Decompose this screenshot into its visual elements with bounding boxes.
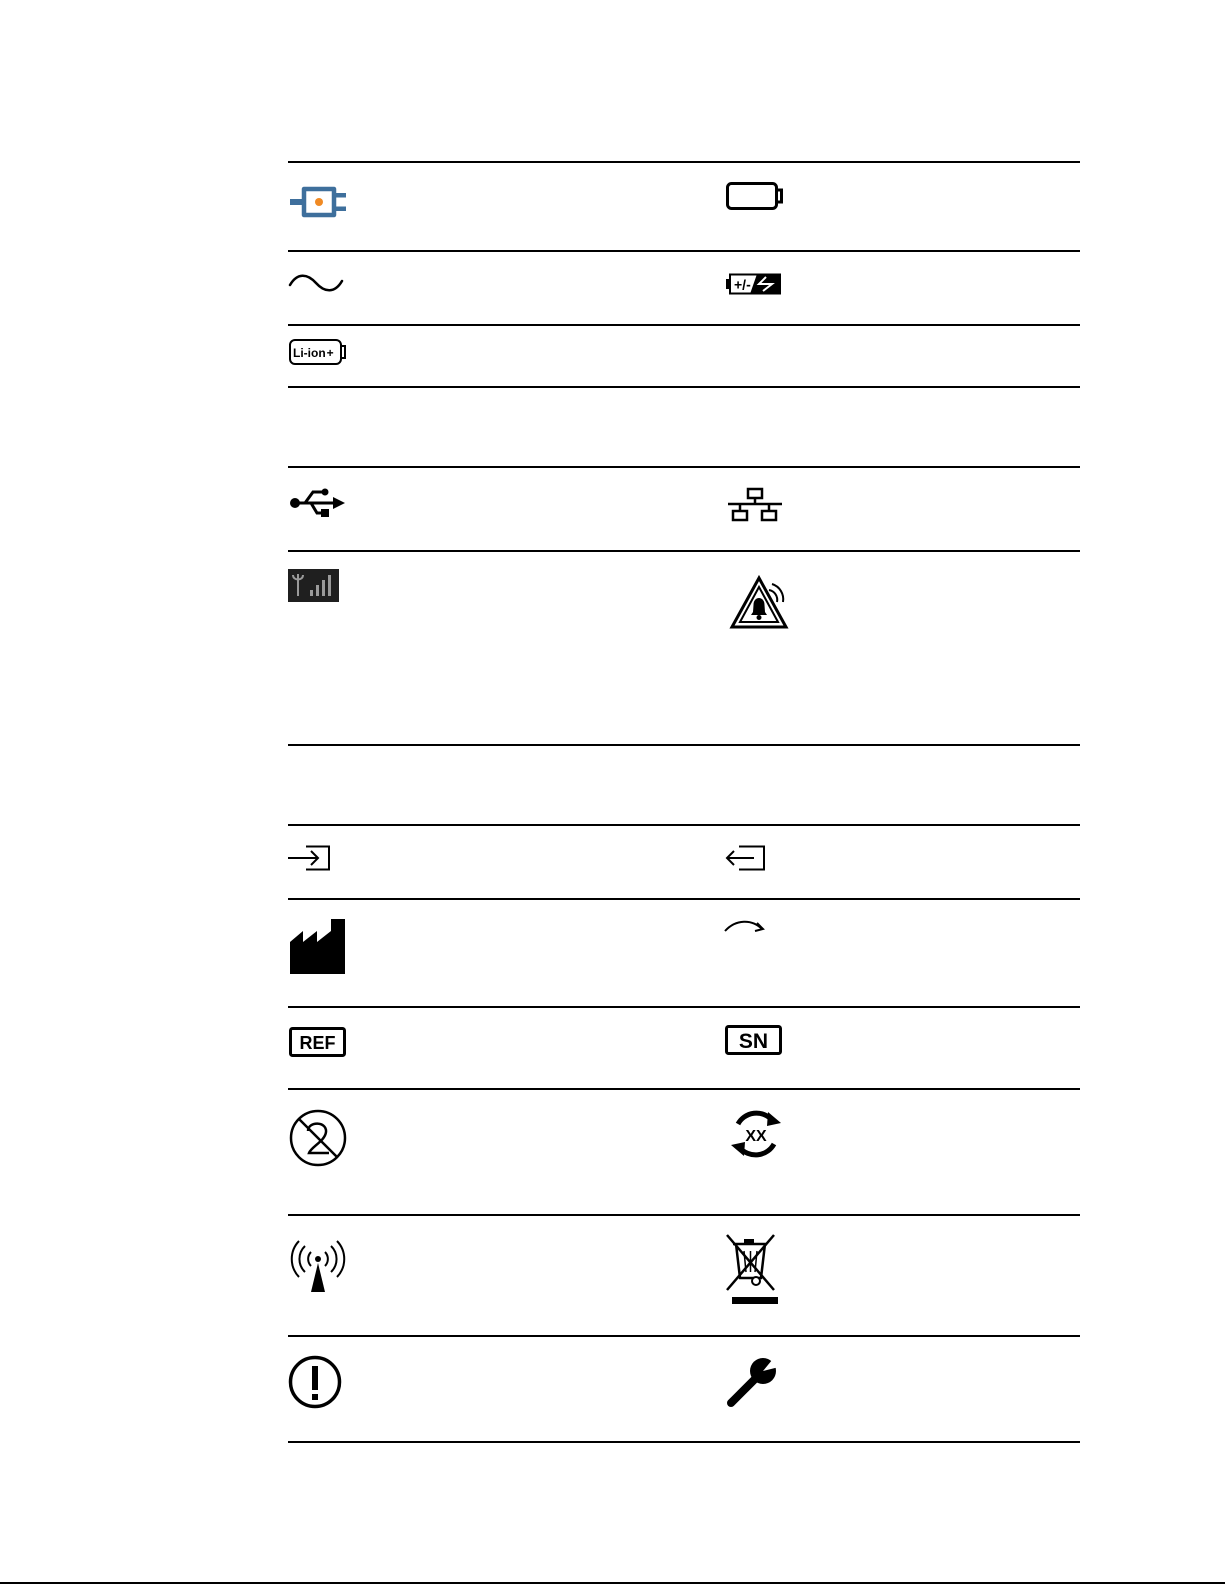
alternating-current-icon [288,271,344,295]
battery-charging-label: +/- [734,276,751,293]
battery-icon [726,182,784,210]
battery-chemistry-label: Li-ion [293,346,326,360]
table-rule [288,744,1080,746]
table-rule [288,824,1080,826]
ac-power-plug-icon [290,186,348,218]
caution-exclamation-icon [289,1355,343,1409]
service-wrench-icon [725,1356,779,1410]
battery-chemistry-sign: + [326,346,334,360]
non-ionizing-radiation-icon [289,1241,347,1293]
table-rule [288,1006,1080,1008]
page-bottom-rule [0,1582,1225,1584]
table-rule [288,898,1080,900]
do-not-reuse-icon [289,1109,347,1167]
reference-label: REF [299,1033,336,1053]
battery-charging-icon [726,273,782,295]
serial-number-icon [725,1025,783,1055]
wireless-signal-strength-icon [288,569,339,602]
usb-icon [289,487,347,519]
table-rule [288,161,1080,163]
table-rule [288,1088,1080,1090]
table-rule [288,1441,1080,1443]
reference-number-icon [289,1027,347,1057]
table-rule [288,1214,1080,1216]
manufacturer-factory-icon [290,918,346,975]
serial-label: SN [738,1030,769,1053]
svg-text:Li-ion+ [293,346,334,360]
table-rule [288,466,1080,468]
weee-crossed-bin-icon [724,1234,784,1306]
table-rule [288,550,1080,552]
direction-curved-arrow-icon [724,918,768,938]
table-rule [288,250,1080,252]
environmental-period-label: XX [745,1128,767,1145]
alarm-warning-bell-icon [729,576,793,630]
ethernet-network-icon [726,488,784,522]
output-icon [724,845,768,871]
table-rule [288,386,1080,388]
lithium-ion-battery-icon [289,339,347,365]
table-rule [288,324,1080,326]
input-icon [288,845,332,871]
table-rule [288,1335,1080,1337]
environmental-protection-period-icon [727,1108,785,1160]
